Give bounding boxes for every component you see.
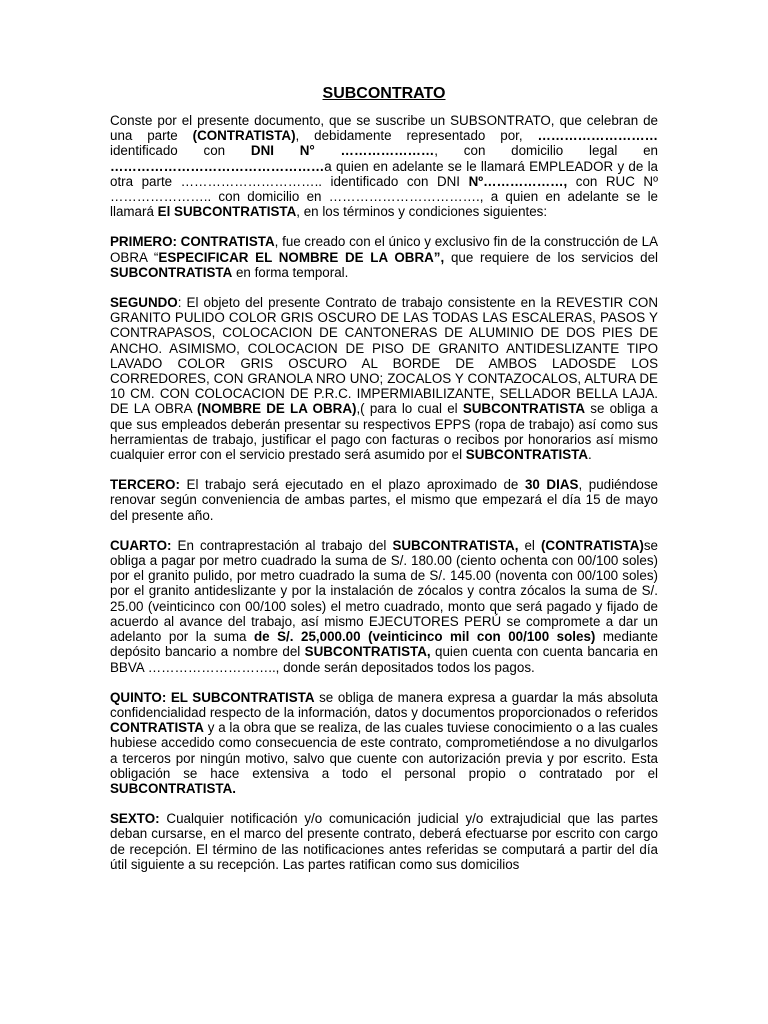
bold-text-run: SUBCONTRATISTA <box>110 264 233 280</box>
bold-text-run: SUBCONTRATISTA <box>462 401 586 417</box>
bold-text-run: ESPECIFICAR EL NOMBRE DE LA OBRA”, <box>158 249 445 265</box>
text-run: , pudiéndose renovar según conveniencia de ambas partes, el mismo que empezará el día 15 de mayo del presente año. <box>110 477 658 523</box>
text-run: se obliga a pagar por metro cuadrado la suma de S/. 180.00 (ciento ochenta con 00/100 soles) por el granito pulido, por metro cuadrado la suma de S/. 145.00 (noventa con 00/100 soles) por el granito antideslizante y por la instalación de zócalos y contra zócalos la suma de S/. 25.00 (veinticinco con 00/100 soles) el metro cuadrado, monto que será pagado y fijado de acuerdo al avance del trabajo, así mismo EJECUTORES PERÚ se compromete a dar un adelanto por la suma <box>110 537 658 645</box>
text-run: , en los términos y condiciones siguientes: <box>296 204 548 220</box>
bold-text-run: ………………………………………… <box>110 158 325 174</box>
text-run: ,( para lo cual el <box>356 401 463 417</box>
bold-text-run: (NOMBRE DE LA OBRA) <box>197 401 357 417</box>
text-run: , con domicilio legal en <box>434 143 659 159</box>
bold-text-run: CUARTO: <box>110 537 172 553</box>
bold-text-run: SUBCONTRATISTA <box>465 447 589 463</box>
text-run: y a la obra que se realiza, de las cuales tuviese conocimiento o a las cuales hubiese accedido como consecuencia de este contrato, comprometiéndose a no divulgarlos a terceros por ningún motivo, salvo que cuente con autorización previa y por escrito. Esta obligación se hace extensiva a todo el personal propio o contratado por el <box>110 720 658 781</box>
text-run: a quien en adelante se le llamará EMPLEADOR y de la otra parte ………………………….. identificado con DNI <box>110 158 658 189</box>
bold-text-run: El SUBCONTRATISTA <box>157 204 297 220</box>
text-run: en forma temporal. <box>232 264 349 280</box>
text-run: : El objeto del presente Contrato de trabajo consistente en la REVESTIR CON GRANITO PULIDO COLOR GRIS OSCURO DE LAS TODAS LAS ESCALERAS, PASOS Y CONTRAPASOS, COLOCACION DE CANTONERAS DE ALUMINIO DE DOS PIES DE ANCHO. ASIMISMO, COLOCACION DE PISO DE GRANITO ANTIDESLIZANTE TIPO LAVADO COLOR GRIS OSCURO AL BORDE DE AMBOS LADOSDE LOS CORREDORES, CON GRANOLA NRO UNO; ZOCALOS Y CONTAZOCALOS, ALTURA DE 10 CM. CON COLOCACION DE P.R.C. IMPERMIABILIZANTE, SELLADOR BELLA LAJA. DE LA OBRA <box>110 295 658 417</box>
text-run: que requiere de los servicios del <box>444 249 659 265</box>
bold-text-run: QUINTO: EL SUBCONTRATISTA <box>110 689 315 705</box>
text-run: . <box>588 447 592 463</box>
bold-text-run: SUBCONTRATISTA, <box>304 644 431 660</box>
bold-text-run: 30 DIAS <box>524 477 579 493</box>
bold-text-run: (CONTRATISTA) <box>192 128 296 144</box>
paragraph-segundo <box>110 295 658 462</box>
bold-text-run: SUBCONTRATISTA, <box>392 537 519 553</box>
text-run: se obliga de manera expresa a guardar la más absoluta confidencialidad respecto de la información, datos y documentos proporcionados o referidos <box>110 689 659 720</box>
bold-text-run: DNI N° ………………… <box>250 143 435 159</box>
bold-text-run: de S/. 25,000.00 (veinticinco mil con 00/100 soles) <box>253 629 596 645</box>
text-run: quien cuenta con cuenta bancaria en BBVA ……………………….., donde serán depositados todos los pagos. <box>110 644 658 675</box>
text-run: Conste por el presente documento, que se suscribe un SUBSONTRATO, que celebran de una parte <box>110 113 658 144</box>
paragraph-sexto <box>110 811 658 872</box>
bold-text-run: SUBCONTRATISTA. <box>110 780 236 796</box>
bold-text-run: Nº………………, <box>468 173 568 189</box>
text-run: con RUC Nº ………………….. con domicilio en ……………………………., a quien en adelante se le llamará <box>110 173 658 220</box>
paragraph-tercero <box>110 477 658 523</box>
bold-text-run: (CONTRATISTA) <box>540 537 644 553</box>
text-run: el <box>518 537 541 553</box>
document-title: SUBCONTRATO <box>322 85 446 102</box>
text-run: El trabajo será ejecutado en el plazo aproximado de <box>179 477 525 493</box>
text-run: En contraprestación al trabajo del <box>171 537 393 553</box>
paragraph-quinto <box>110 690 658 796</box>
text-run: mediante depósito bancario a nombre del <box>110 629 658 660</box>
contract-document <box>110 84 658 887</box>
bold-text-run: TERCERO: <box>110 477 180 493</box>
paragraph-primero <box>110 234 658 280</box>
bold-text-run: SEGUNDO <box>110 295 178 311</box>
bold-text-run: ……………………… <box>537 128 658 144</box>
bold-text-run: PRIMERO: CONTRATISTA <box>110 234 275 250</box>
text-run: , fue creado con el único y exclusivo fin de la construcción de LA OBRA “ <box>110 234 658 265</box>
text-run: , debidamente representado por, <box>295 128 538 144</box>
bold-text-run: SEXTO: <box>110 811 160 827</box>
bold-text-run: CONTRATISTA <box>110 720 204 736</box>
paragraph-intro <box>110 113 658 219</box>
text-run: Cualquier notificación y/o comunicación judicial y/o extrajudicial que las partes deban cursarse, en el marco del presente contrato, deberá efectuarse por escrito con cargo de recepción. El término de las notificaciones antes referidas se computará a partir del día útil siguiente a su recepción. Las partes ratifican como sus domicilios <box>110 811 658 872</box>
text-run: se obliga a que sus empleados deberán presentar su respectivos EPPS (ropa de trabajo) así como sus herramientas de trabajo, justificar el pago con facturas o recibos por honorarios así mismo cualquier error con el servicio prestado será asumido por el <box>110 401 658 463</box>
paragraph-cuarto <box>110 538 658 675</box>
text-run: identificado con <box>110 143 251 159</box>
